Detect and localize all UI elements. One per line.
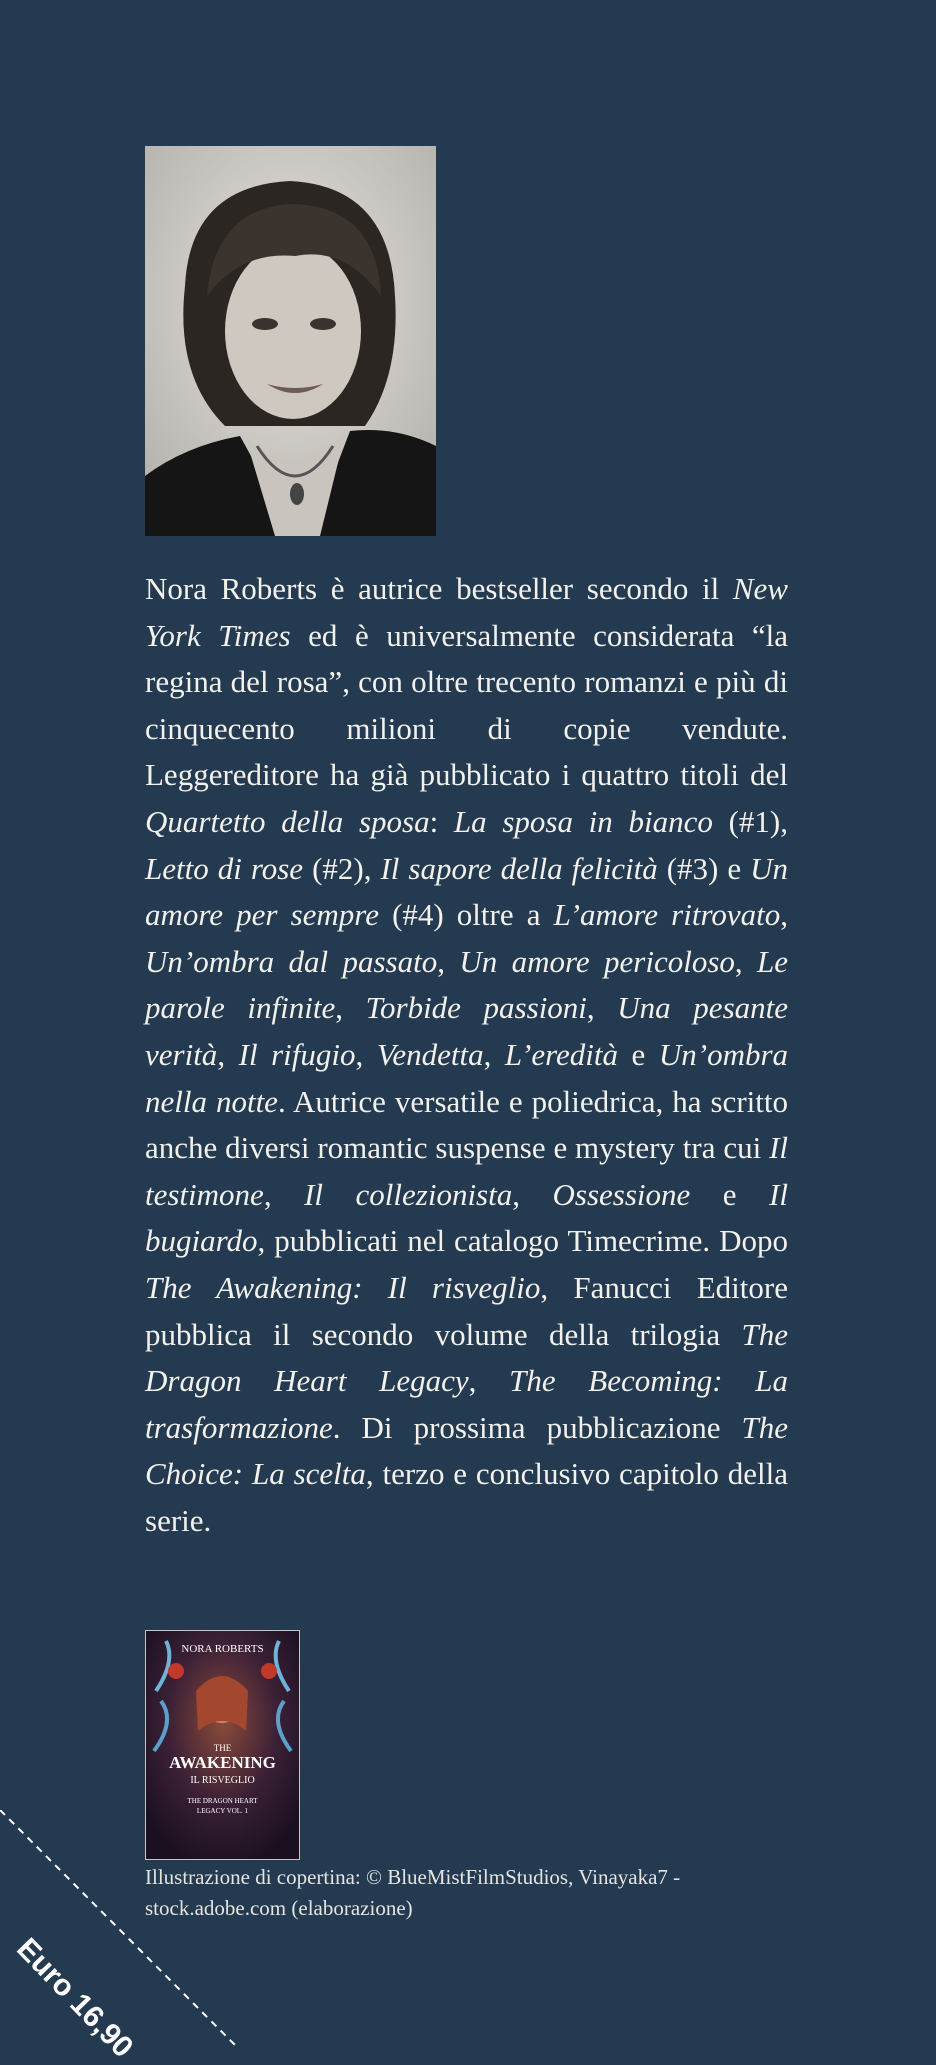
bio-text: , terzo e conclusivo capitolo della serie. <box>145 1456 789 1538</box>
cover-title-small: THE <box>213 1743 232 1753</box>
cover-subtitle: IL RISVEGLIO <box>190 1775 255 1786</box>
author-photo <box>145 146 436 536</box>
bio-text: , <box>512 1176 553 1212</box>
bio-italic-title: L’eredità <box>504 1036 618 1072</box>
bio-text: (#4) oltre a <box>378 897 554 933</box>
bio-text: : <box>429 803 454 839</box>
bio-text: ed è universalmente considerata “la regina del rosa”, con oltre trecento romanzi e più di cinquecento milioni di copie vendute. Leggereditore ha già pubblicato i quattro titoli del <box>145 617 788 793</box>
bio-italic-title: The Dragon Heart Legacy <box>145 1316 788 1399</box>
bio-italic-title: Un amore pericoloso <box>459 943 735 979</box>
bio-text: , <box>468 1363 510 1399</box>
bio-italic-title: New York Times <box>145 571 788 653</box>
cover-credit: Illustrazione di copertina: © BlueMistFilmStudios, Vinayaka7 - stock.adobe.com (elaborazione) <box>145 1865 681 1920</box>
bio-italic-title: Torbide passioni <box>365 990 587 1026</box>
bio-italic-title: Vendetta <box>376 1036 484 1072</box>
bio-italic-title: L’amore ritrovato <box>553 897 781 933</box>
bio-italic-title: The Choice: La scelta <box>145 1409 788 1492</box>
bio-text: (#3) e <box>657 850 751 886</box>
bio-italic-title: Il testimone <box>145 1130 788 1212</box>
bio-italic-title: Ossessione <box>552 1176 691 1212</box>
bio-text: , <box>335 990 366 1026</box>
bio-text: , <box>483 1036 505 1072</box>
bio-text: , <box>263 1176 305 1212</box>
bio-text: , <box>217 1036 239 1072</box>
bio-text: e <box>690 1176 770 1212</box>
bio-text: , <box>734 943 757 979</box>
author-portrait-image <box>145 146 436 536</box>
cover-author: NORA ROBERTS <box>181 1643 264 1655</box>
bio-text: (#1), <box>712 803 788 839</box>
bio-text: , <box>355 1036 377 1072</box>
bio-text: . Di prossima pubblicazione <box>332 1409 742 1445</box>
bio-italic-title: Una pesante verità <box>145 990 789 1072</box>
bio-italic-title: La sposa in bianco <box>453 803 713 839</box>
bio-italic-title: Il rifugio <box>238 1036 356 1072</box>
bio-text: , <box>586 990 618 1026</box>
bio-text: , Fanucci Editore pubblica il secondo volume della trilogia <box>145 1269 788 1352</box>
price-label: Euro 16,90 <box>10 1932 140 2065</box>
bio-italic-title: Un’ombra dal passato <box>145 943 438 979</box>
bio-italic-title: Letto di rose <box>145 850 304 886</box>
bio-text: (#2), <box>303 850 381 886</box>
bio-italic-title: The Awakening: Il risveglio <box>145 1269 541 1305</box>
cover-series-line2: LEGACY VOL. 1 <box>196 1807 249 1815</box>
bio-italic-title: Il collezionista <box>304 1176 513 1212</box>
bio-italic-title: The Becoming: La trasformazione <box>145 1363 788 1445</box>
bio-text: Nora Roberts è autrice bestseller secondo il <box>145 571 733 606</box>
bio-italic-title: Quartetto della sposa <box>145 803 430 839</box>
bio-text: e <box>617 1036 659 1072</box>
cover-title: AWAKENING <box>169 1753 276 1772</box>
bio-text: . Autrice versatile e poliedrica, ha scritto anche diversi romantic suspense e mystery tra cui <box>145 1083 788 1166</box>
price-corner-divider <box>0 1810 250 2048</box>
cover-series-line1: THE DRAGON HEART <box>187 1797 258 1805</box>
bio-italic-title: Le parole infinite <box>145 943 788 1026</box>
bio-italic-title: Un amore per sempre <box>145 850 788 933</box>
bio-italic-title: Un’ombra nella notte <box>145 1036 789 1119</box>
bio-text: , <box>437 943 460 979</box>
bio-italic-title: Il bugiardo <box>145 1176 788 1259</box>
author-biography <box>145 566 788 1544</box>
bio-italic-title: Il sapore della felicità <box>380 850 658 886</box>
bio-text: , <box>780 897 788 933</box>
bio-text: , pubblicati nel catalogo Timecrime. Dopo <box>257 1223 788 1259</box>
